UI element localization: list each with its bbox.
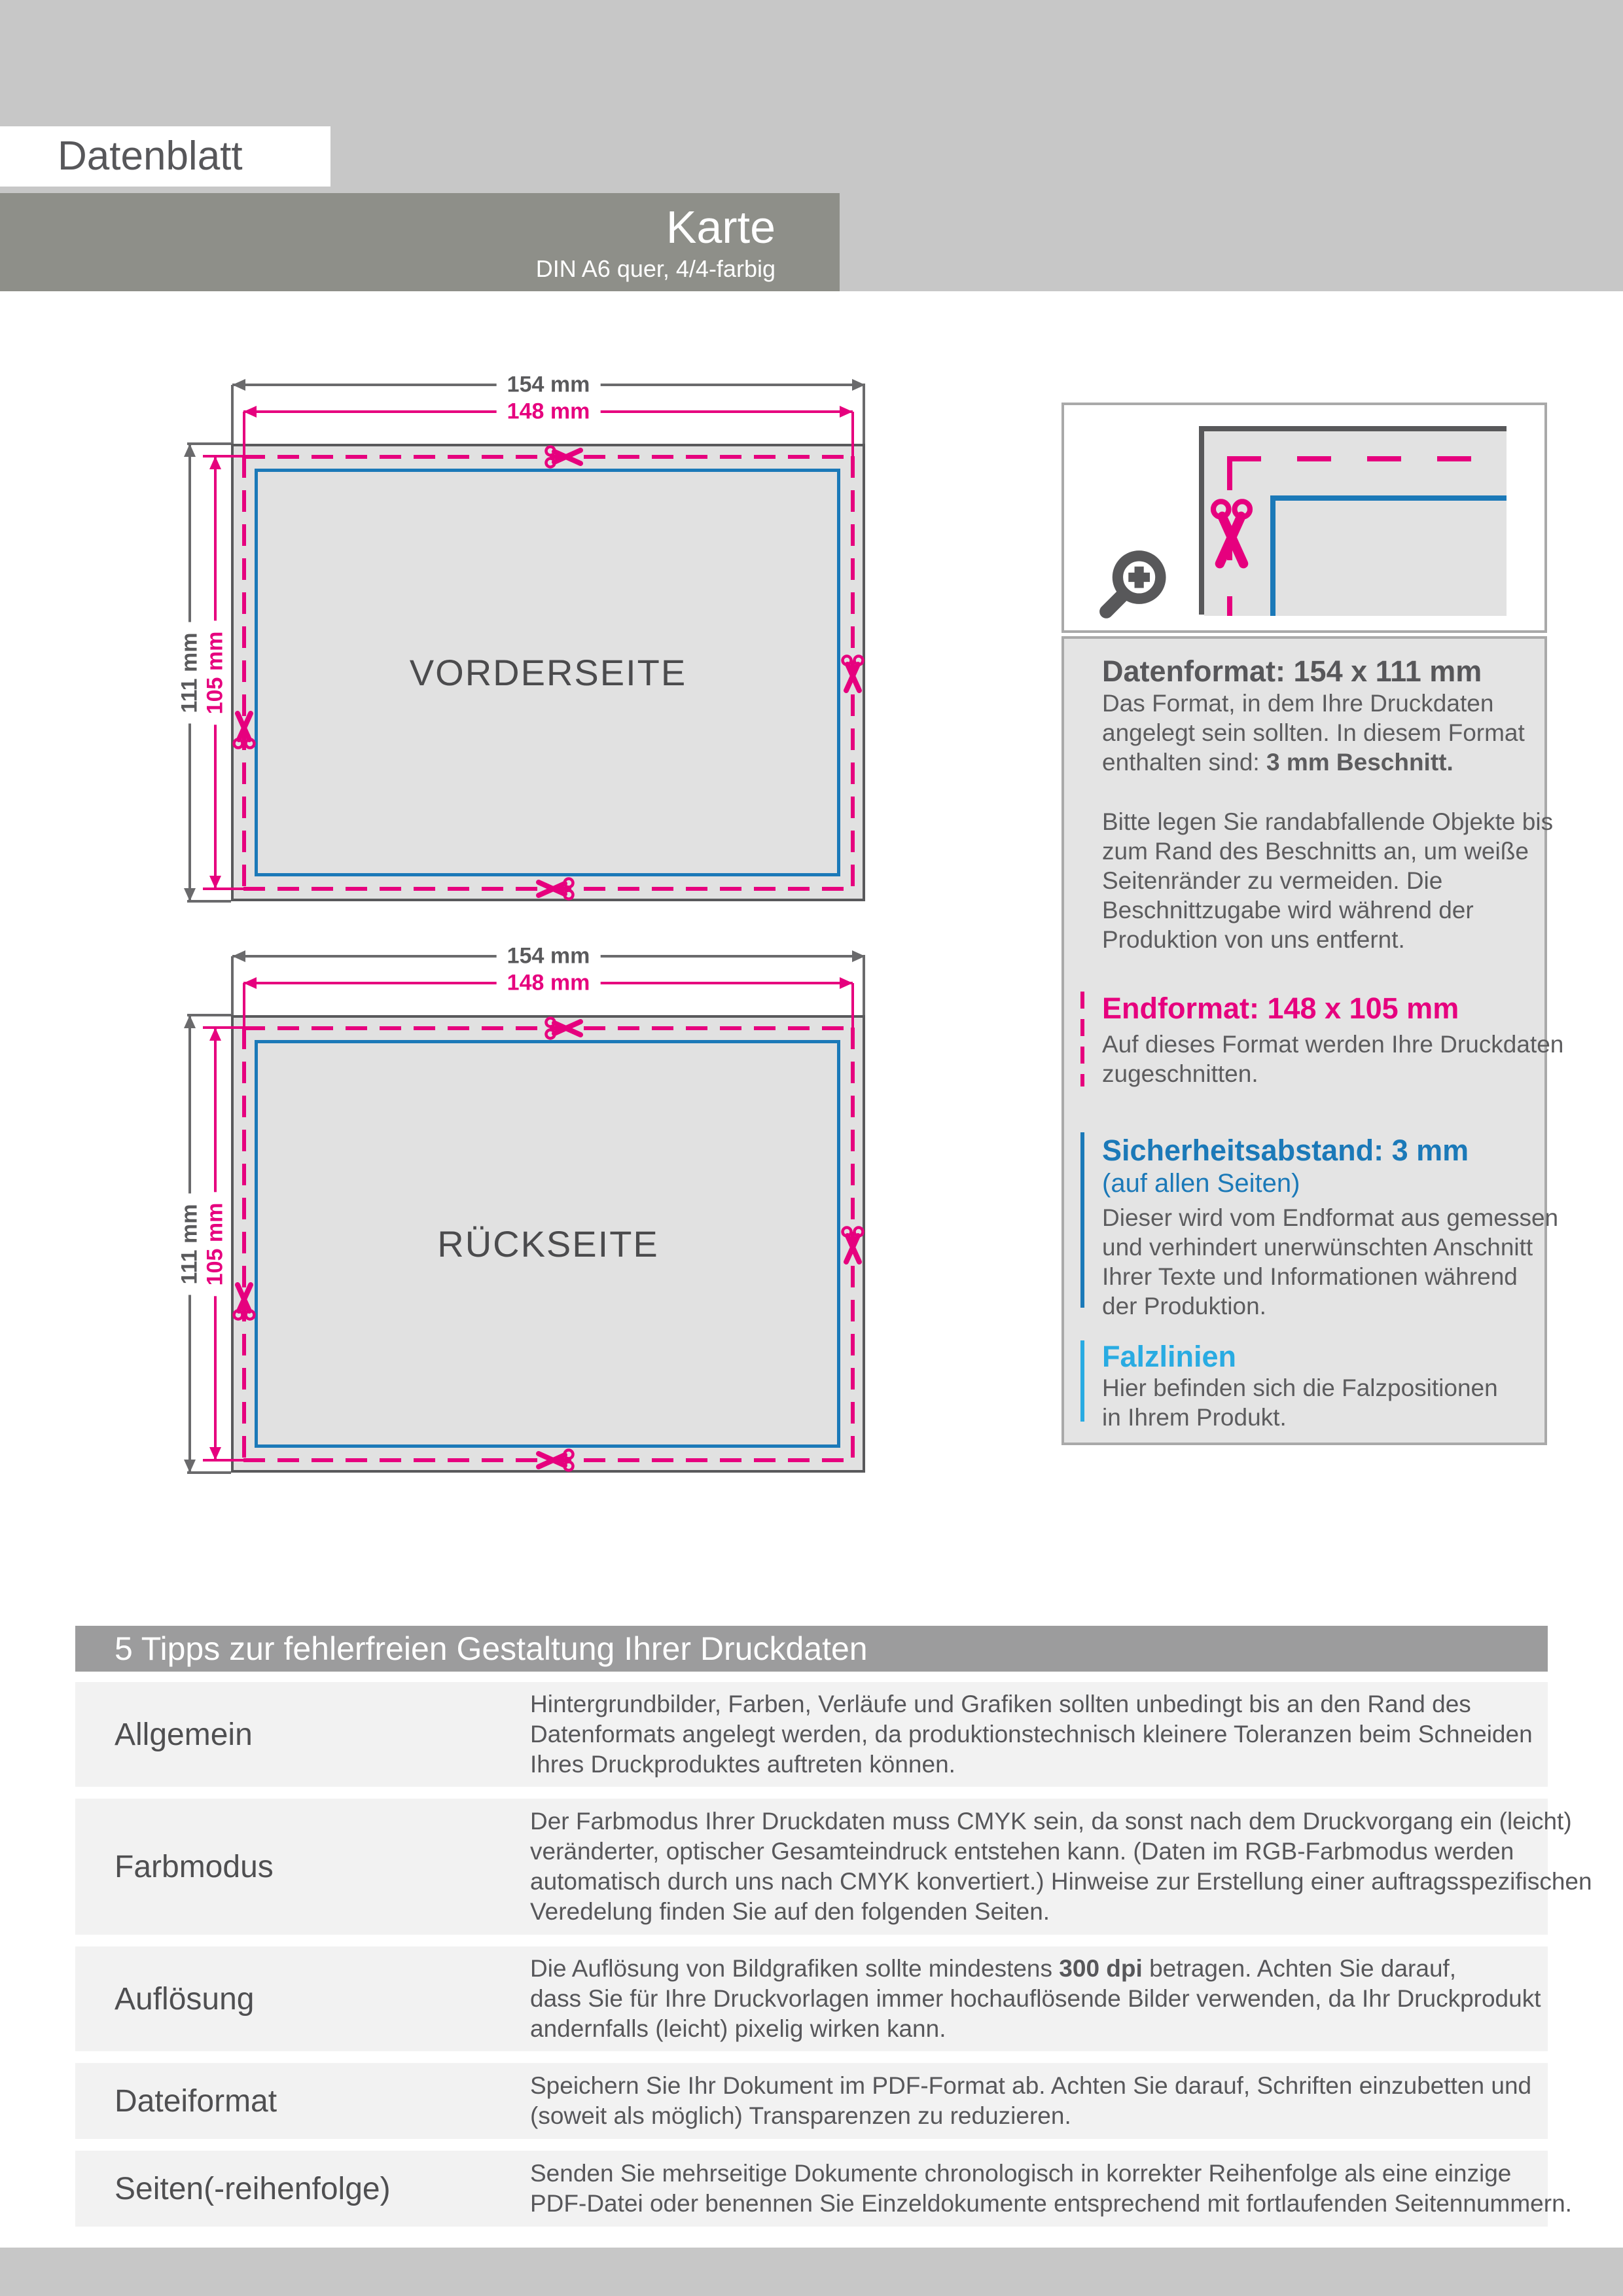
info-line: Produktion von uns entfernt. [1102, 926, 1405, 953]
info-line: Dieser wird vom Endformat aus gemessen [1102, 1204, 1559, 1231]
info-line: Das Format, in dem Ihre Druckdaten [1102, 690, 1494, 717]
diagram-front [0, 373, 949, 949]
footer-band [0, 2248, 1623, 2296]
dim-label-111: 111 mm [177, 622, 203, 724]
dim-ext [863, 956, 865, 1015]
row-text: Die Auflösung von Bildgrafiken sollte mindestens 300 dpi betragen. Achten Sie darauf, dass Sie für Ihre Druckvorlagen immer hochauflösende Bilder verwenden, da Ihr Druckprodukt andernfalls (leicht) pixelig wirken kann. [530, 1955, 1541, 2042]
product-title: Karte [666, 202, 776, 253]
row-label: Dateiformat [115, 2083, 277, 2119]
info-line: Ihrer Texte und Informationen während [1102, 1263, 1518, 1290]
endformat-accent-line [1080, 992, 1084, 1086]
dim-ext [203, 1459, 243, 1462]
dim-ext [187, 900, 231, 903]
falzlinien-accent-line [1080, 1340, 1084, 1422]
dim-label-154: 154 mm [497, 944, 601, 969]
badge-label: Datenblatt [58, 134, 243, 179]
info-line: und verhindert unerwünschten Anschnitt [1102, 1234, 1533, 1261]
dim-label-105: 105 mm [203, 621, 228, 725]
table-row-dateiformat [75, 2063, 1548, 2139]
dim-label-148: 148 mm [497, 399, 601, 425]
info-line: Hier befinden sich die Falzpositionen [1102, 1374, 1498, 1401]
row-text: Speichern Sie Ihr Dokument im PDF-Format ab. Achten Sie darauf, Schriften einzubetten und (soweit als möglich) Transparenzen zu reduzieren. [530, 2072, 1532, 2129]
scissors-icon [544, 1015, 584, 1041]
front-side-label: VORDERSEITE [409, 652, 687, 693]
sicherheitsabstand-accent-line [1080, 1132, 1084, 1308]
dim-ext [187, 1014, 231, 1016]
info-line: enthalten sind: 3 mm Beschnitt. [1102, 749, 1454, 776]
card-corner-top-edge [1199, 426, 1507, 431]
scissors-icon [535, 1447, 575, 1473]
info-line: in Ihrem Produkt. [1102, 1404, 1287, 1431]
dim-ext [187, 442, 231, 445]
dim-ext [203, 888, 243, 890]
table-row-seitenreihenfolge [75, 2151, 1572, 2227]
back-side-label: RÜCKSEITE [437, 1223, 659, 1265]
dim-ext [851, 412, 854, 456]
zoom-illustration-box [1061, 403, 1547, 633]
info-line: zugeschnitten. [1102, 1060, 1258, 1087]
table-row-allgemein [75, 1682, 1548, 1787]
tips-title: 5 Tipps zur fehlerfreien Gestaltung Ihrer Druckdaten [115, 1630, 868, 1667]
table-row-aufloesung [75, 1946, 1548, 2051]
sicherheitsabstand-subheading: (auf allen Seiten) [1102, 1169, 1300, 1198]
dim-label-154: 154 mm [497, 372, 601, 398]
dim-label-111: 111 mm [177, 1194, 203, 1295]
row-text: Hintergrundbilder, Farben, Verläufe und Grafiken sollten unbedingt bis an den Rand des Datenformats angelegt werden, da produktionstechnisch kleinere Toleranzen beim Schneiden Ihres Druckproduktes auftreten können. [530, 1691, 1533, 1778]
dim-ext [203, 1026, 243, 1029]
dim-ext [243, 983, 245, 1028]
row-text: Der Farbmodus Ihrer Druckdaten muss CMYK sein, da sonst nach dem Druckvorgang ein (leicht) veränderter, optischer Gesamteindruck entstehen kann. (Daten im RGB-Farbmodus werden automatisch durch uns nach CMYK konvertiert.) Hinweise zur Erstellung einer auftragsspezifischen Veredelung finden Sie auf den folgenden Seiten. [530, 1808, 1592, 1925]
magnifier-plus-icon [1095, 546, 1173, 624]
sicherheitsabstand-line [1270, 495, 1275, 616]
sicherheitsabstand-line [1270, 495, 1507, 501]
dim-ext [243, 412, 245, 456]
datenblatt-badge [0, 126, 330, 187]
info-line: Auf dieses Format werden Ihre Druckdaten [1102, 1031, 1564, 1058]
info-line: Beschnittzugabe wird während der [1102, 897, 1474, 924]
dim-ext [187, 1471, 231, 1474]
row-label: Farbmodus [115, 1849, 274, 1884]
row-label: Allgemein [115, 1717, 253, 1752]
scissors-icon [231, 1281, 257, 1321]
scissors-icon [231, 709, 257, 750]
scissors-icon [544, 444, 584, 470]
info-line: angelegt sein sollten. In diesem Format [1102, 719, 1525, 746]
endformat-heading: Endformat: 148 x 105 mm [1102, 992, 1459, 1025]
info-line: zum Rand des Beschnitts an, um weiße [1102, 838, 1529, 865]
info-line: Bitte legen Sie randabfallende Objekte bis [1102, 808, 1554, 835]
dim-ext [851, 983, 854, 1028]
dim-ext [203, 455, 243, 457]
row-label: Auflösung [115, 1981, 255, 2017]
endformat-dashed-line [1227, 456, 1507, 461]
dim-label-148: 148 mm [497, 971, 601, 996]
scissors-icon [535, 876, 575, 902]
info-line: Seitenränder zu vermeiden. Die [1102, 867, 1443, 894]
product-variant: DIN A6 quer, 4/4-farbig [535, 255, 776, 282]
scissors-icon [1207, 497, 1256, 571]
product-title-bar [0, 193, 840, 291]
dim-label-105: 105 mm [203, 1193, 228, 1297]
row-label: Seiten(-reihenfolge) [115, 2171, 391, 2206]
format-info-box [1061, 636, 1564, 1445]
tips-header-bar [75, 1626, 1548, 1672]
dim-ext [863, 385, 865, 444]
falzlinien-heading: Falzlinien [1102, 1340, 1237, 1373]
scissors-icon [840, 654, 866, 694]
scissors-icon [840, 1225, 866, 1266]
dim-ext [231, 385, 234, 444]
table-row-farbmodus [75, 1799, 1592, 1935]
datenformat-heading: Datenformat: 154 x 111 mm [1102, 655, 1482, 688]
sicherheitsabstand-heading: Sicherheitsabstand: 3 mm [1102, 1134, 1469, 1167]
row-text: Senden Sie mehrseitige Dokumente chronologisch in korrekter Reihenfolge als eine einzige PDF-Datei oder benennen Sie Einzeldokumente entsprechend mit fortlaufenden Seitennummern. [530, 2160, 1572, 2217]
dim-ext [231, 956, 234, 1015]
info-line: der Produktion. [1102, 1293, 1266, 1319]
diagram-back [0, 944, 949, 1520]
card-corner-left-edge [1199, 426, 1204, 615]
